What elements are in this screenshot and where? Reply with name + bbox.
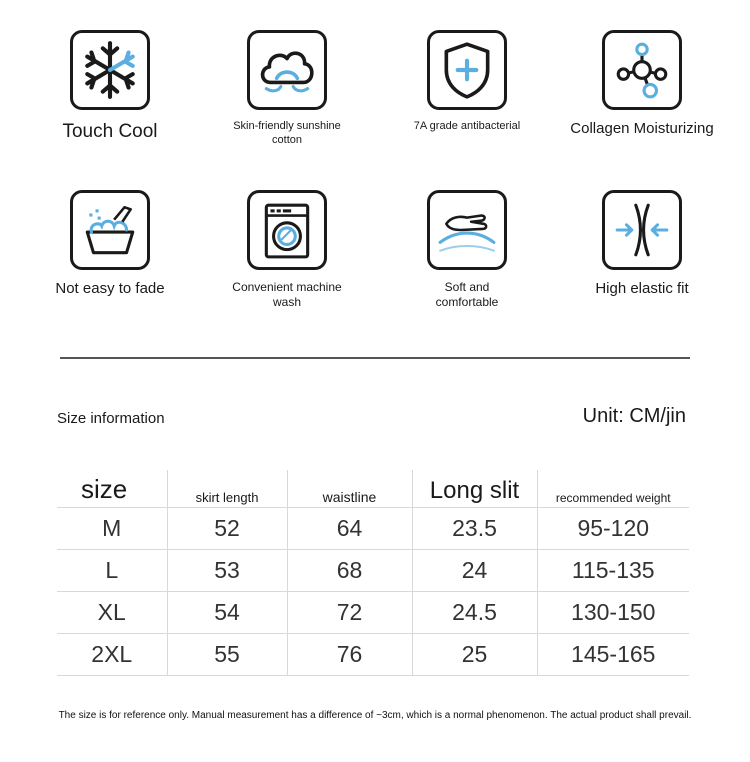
table-cell: 52 [167,508,287,550]
feature-label: Soft and comfortable [435,280,499,309]
washing-machine-icon [247,190,327,270]
table-cell: 53 [167,550,287,592]
table-cell: 64 [287,508,412,550]
feature-touch-cool [35,30,185,144]
unit-label: Unit: CM/jin [582,405,686,427]
feature-label: High elastic fit [595,280,689,297]
column-header: skirt length [167,470,287,508]
feature-label: Touch Cool [62,121,158,142]
table-row [57,634,689,676]
feature-label: Collagen Moisturizing [570,120,714,137]
table-cell: 23.5 [412,508,537,550]
reference-note: The size is for reference only. Manual measurement has a difference of ~3cm, which is a normal phenomenon. The actual product shall prevail. [58,710,692,721]
column-header: Long slit [412,470,537,508]
feature-not-fade [35,190,185,299]
table-cell: 54 [167,592,287,634]
table-cell: 72 [287,592,412,634]
shield-plus-icon [427,30,507,110]
table-cell: 25 [412,634,537,676]
feature-machine-wash [212,190,362,310]
table-cell: L [57,550,167,592]
feature-label: Skin-friendly sunshine cotton [233,120,341,146]
feature-label: Not easy to fade [55,280,165,297]
table-cell: XL [57,592,167,634]
table-cell: 24.5 [412,592,537,634]
table-cell: 2XL [57,634,167,676]
table-cell: 95-120 [537,508,689,550]
cloud-cotton-icon [247,30,327,110]
molecule-icon [602,30,682,110]
table-header-row [57,470,689,508]
column-header: waistline [287,470,412,508]
table-cell: 130-150 [537,592,689,634]
soft-hand-icon [427,190,507,270]
table-row [57,508,689,550]
feature-grid [0,0,750,340]
table-cell: 115-135 [537,550,689,592]
feature-label: 7A grade antibacterial [413,120,521,132]
table-cell: 24 [412,550,537,592]
snowflake-icon [70,30,150,110]
feature-label: Convenient machine wash [232,280,342,309]
table-row [57,550,689,592]
table-row [57,592,689,634]
feature-sunshine-cotton [212,30,362,148]
size-info-title: Size information [57,410,165,427]
size-table [57,470,689,676]
column-header: recommended weight [537,470,689,508]
table-cell: 76 [287,634,412,676]
column-header: size [57,470,167,508]
section-divider [60,357,690,359]
feature-antibacterial [392,30,542,134]
table-cell: M [57,508,167,550]
feature-soft-comfortable [392,190,542,310]
feature-elastic-fit [567,190,717,299]
feature-collagen [567,30,717,139]
table-cell: 145-165 [537,634,689,676]
table-cell: 68 [287,550,412,592]
wash-basin-icon [70,190,150,270]
table-cell: 55 [167,634,287,676]
elastic-arrows-icon [602,190,682,270]
